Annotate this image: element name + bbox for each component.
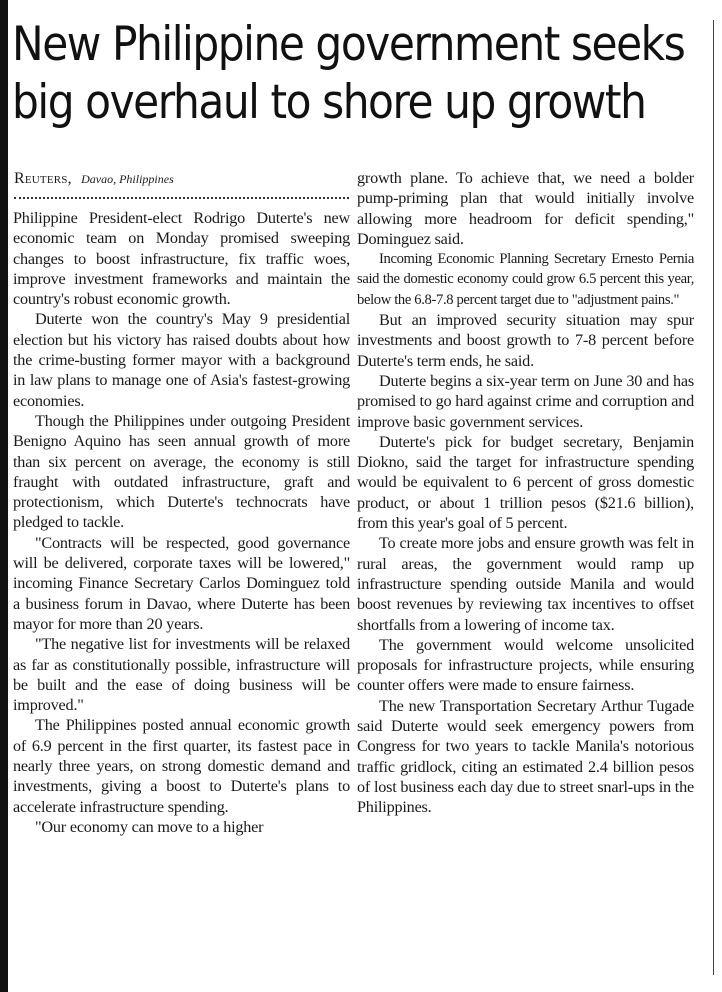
paragraph: The government would welcome unsolicited proposals for infrastructure projects, while ensuring counter offers were made to ensure fairness.	[357, 635, 694, 695]
paragraph: The new Transportation Secretary Arthur Tugade said Duterte would seek emergency powers from Congress for two years to tackle Manila's notorious traffic gridlock, citing an estimated 2.4 billion pesos of lost business each day due to street snarl-ups in the Philippines.	[357, 696, 694, 817]
left-column	[13, 208, 350, 837]
column-rule	[713, 20, 714, 975]
headline	[12, 16, 685, 132]
paragraph: The Philippines posted annual economic growth of 6.9 percent in the first quarter, its fastest pace in nearly three years, on strong domestic demand and investments, giving a boost to Duterte's plans to accelerate infrastructure spending.	[13, 716, 350, 816]
paragraph: "Contracts will be respected, good governance will be delivered, corporate taxes will be lowered," incoming Finance Secretary Carlos Dominguez told a business forum in Davao, where Duterte has been mayor for more than 20 years.	[13, 533, 350, 633]
paragraph: "The negative list for investments will be relaxed as far as constitutionally possible, infrastructure will be built and the ease of doing business will be improved."	[13, 635, 350, 715]
headline-line-2: big overhaul to shore up growth	[12, 75, 646, 130]
paragraph: Philippine President-elect Rodrigo Duterte's new economic team on Monday promised sweeping changes to boost infrastructure, fix traffic woes, improve investment frameworks and maintain the country's robust economic growth.	[13, 209, 350, 309]
right-column	[357, 168, 694, 818]
byline-place: Davao, Philippines	[81, 172, 174, 186]
paragraph: Incoming Economic Planning Secretary Ernesto Pernia said the domestic economy could grow 6.5 percent this year, below the 6.8-7.8 percent target due to "adjustment pains."	[357, 251, 694, 308]
byline-source: Reuters,	[14, 170, 72, 187]
paragraph: "Our economy can move to a higher	[35, 817, 264, 836]
paragraph: Duterte's pick for budget secretary, Benjamin Diokno, said the target for infrastructure spending would be equivalent to 6 percent of gross domestic product, or about 1 trillion pesos ($21.6 billion), from this year's goal of 5 percent.	[357, 432, 694, 533]
paragraph: Though the Philippines under outgoing President Benigno Aquino has seen annual growth of more than six percent on average, the economy is still fraught with outdated infrastructure, graft and protectionism, which Duterte's technocrats have pledged to tackle.	[13, 411, 350, 532]
dotted-divider	[14, 197, 349, 199]
paragraph: But an improved security situation may spur investments and boost growth to 7-8 percent before Duterte's term ends, he said.	[357, 311, 694, 370]
paragraph: Duterte begins a six-year term on June 30 and has promised to go hard against crime and corruption and improve basic government services.	[357, 371, 694, 431]
headline-line-1: New Philippine government seeks	[12, 17, 685, 72]
byline	[14, 170, 174, 188]
paragraph: To create more jobs and ensure growth was felt in rural areas, the government would ramp up infrastructure spending outside Manila and would boost revenues by reviewing tax incentives to offset shortfalls from a lowering of income tax.	[357, 534, 694, 634]
paragraph: Duterte won the country's May 9 presidential election but his victory has raised doubts about how the crime-busting former mayor with a background in law plans to manage one of Asia's fastest-growing economies.	[13, 310, 350, 410]
paragraph: growth plane. To achieve that, we need a bolder pump-priming plan that would initially involve allowing more headroom for deficit spending," Dominguez said.	[357, 169, 694, 248]
